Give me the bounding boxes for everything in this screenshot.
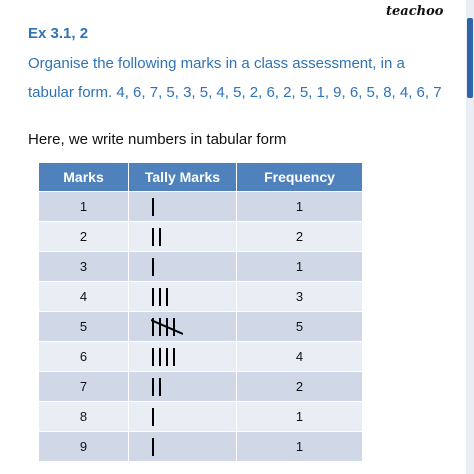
table-row [39,312,363,342]
question-text: Organise the following marks in a class assessment, in a tabular form. 4, 6, 7, 5, 3, 5, 4, 5, 2, 6, 2, 5, 1, 9, 6, 5, 8, 4, 6, 7 [28,55,442,101]
exercise-heading: Ex 3.1, 2 [28,25,89,42]
tally-marks [151,227,169,247]
cell-marks: 8 [39,402,129,432]
cell-tally [129,252,237,282]
cell-tally [129,342,237,372]
tally-marks [151,377,169,397]
tally-marks [151,287,176,307]
header-frequency: Frequency [237,163,363,192]
table-row [39,222,363,252]
cell-tally [129,282,237,312]
cell-frequency: 1 [237,402,363,432]
cell-tally [129,192,237,222]
brand-logo: teachoo [386,4,444,19]
cell-frequency: 1 [237,432,363,462]
cell-marks: 3 [39,252,129,282]
cell-frequency: 1 [237,252,363,282]
cell-marks: 2 [39,222,129,252]
table-row [39,192,363,222]
cell-tally [129,222,237,252]
frequency-table [38,162,363,462]
cell-tally [129,312,237,342]
table-row [39,282,363,312]
tally-marks [151,437,162,457]
cell-tally [129,372,237,402]
header-marks: Marks [39,163,129,192]
cell-marks: 5 [39,312,129,342]
cell-frequency: 2 [237,372,363,402]
cell-frequency: 2 [237,222,363,252]
tally-marks [151,347,183,367]
table-row [39,372,363,402]
cell-frequency: 3 [237,282,363,312]
cell-marks: 7 [39,372,129,402]
cell-tally [129,402,237,432]
table-row [39,252,363,282]
cell-marks: 6 [39,342,129,372]
cell-marks: 4 [39,282,129,312]
cell-tally [129,432,237,462]
lead-text: Here, we write numbers in tabular form [28,131,287,148]
cell-frequency: 1 [237,192,363,222]
scrollbar[interactable] [466,0,474,474]
tally-marks [151,257,162,277]
cell-frequency: 5 [237,312,363,342]
cell-frequency: 4 [237,342,363,372]
scrollbar-thumb[interactable] [467,18,473,98]
table-row [39,402,363,432]
cell-marks: 1 [39,192,129,222]
tally-marks [151,317,183,337]
tally-marks [151,407,162,427]
cell-marks: 9 [39,432,129,462]
tally-marks [151,197,162,217]
table-row [39,342,363,372]
table-row [39,432,363,462]
header-tally-marks: Tally Marks [129,163,237,192]
table-header-row [39,163,363,192]
